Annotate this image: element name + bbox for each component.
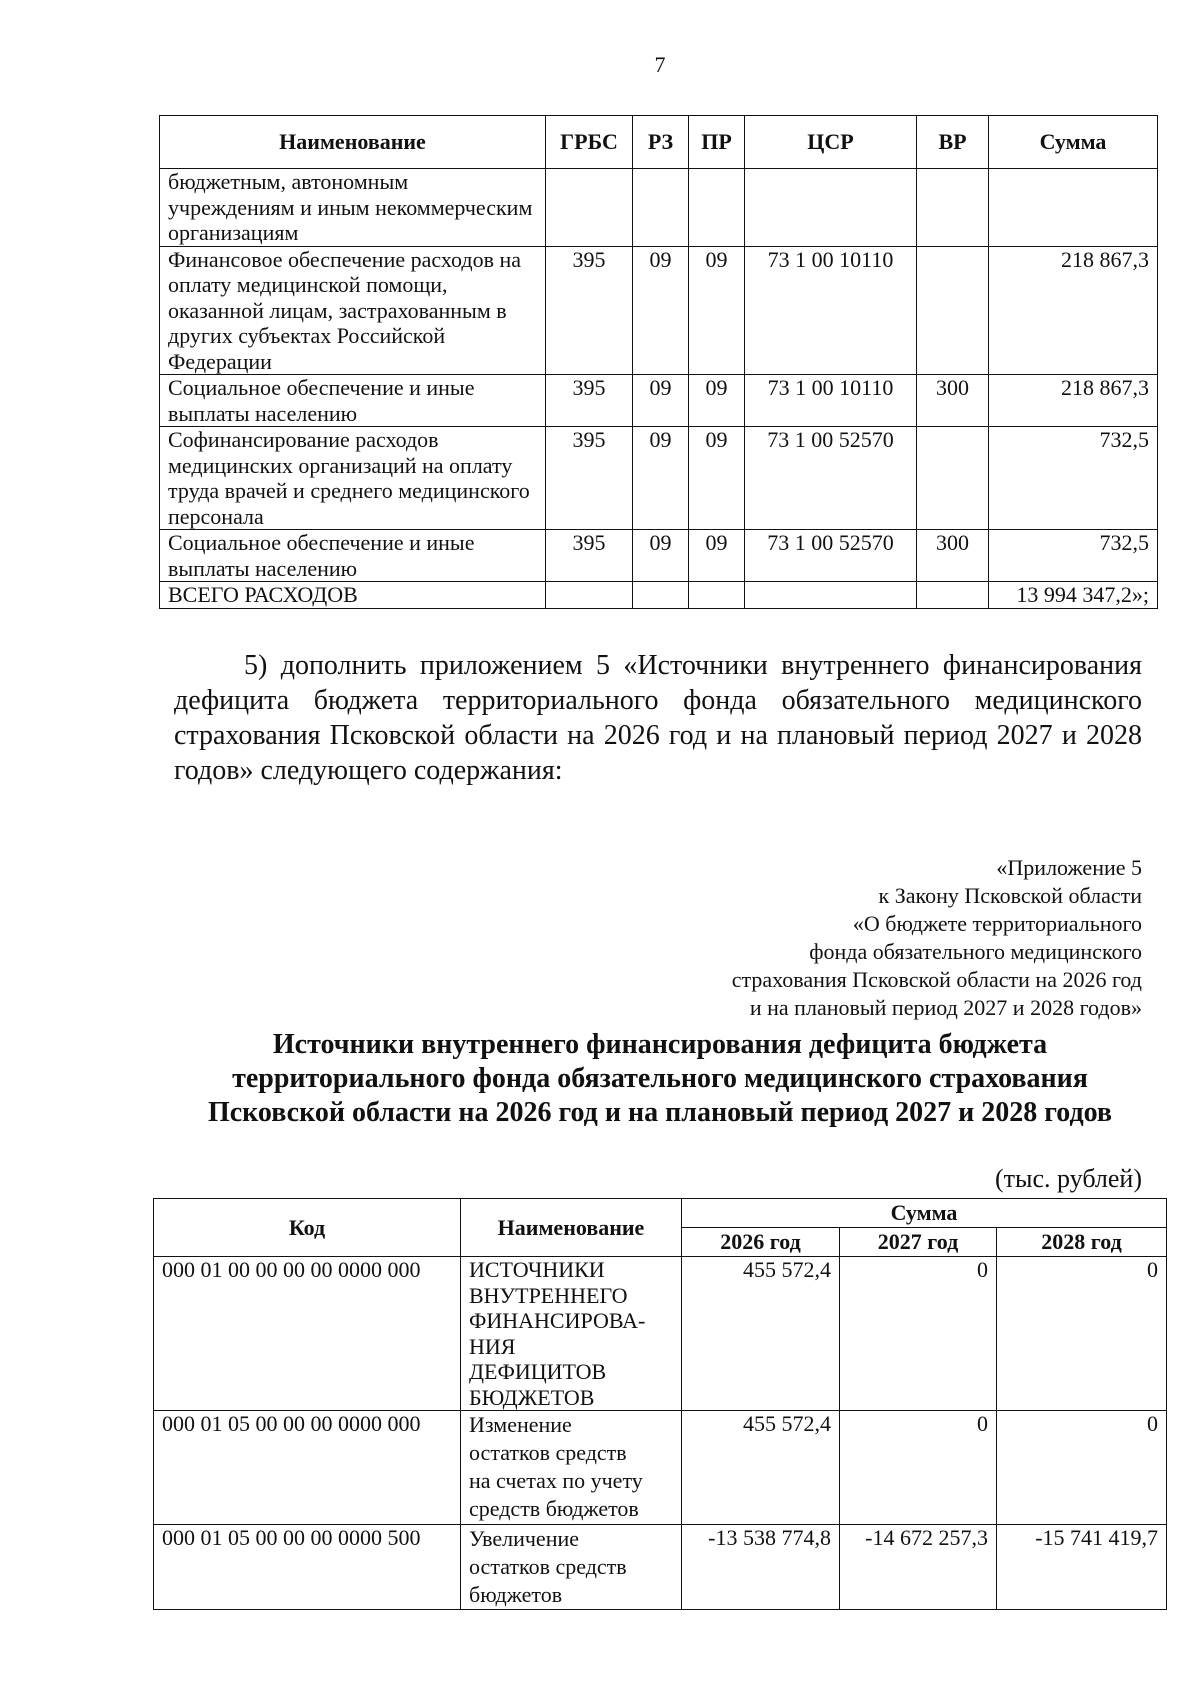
- row-grbs: 395: [546, 246, 633, 375]
- row-sum: 218 867,3: [989, 375, 1158, 427]
- row-2026: 455 572,4: [682, 1411, 840, 1525]
- row-csr: 73 1 00 52570: [745, 530, 917, 582]
- header-rz: РЗ: [633, 116, 689, 169]
- title-line: территориального фонда обязательного медицинского страхования: [232, 1063, 1088, 1094]
- page-number: 7: [654, 52, 666, 77]
- header-code: Код: [154, 1199, 461, 1257]
- table-row: [160, 169, 1158, 247]
- row-vr: [917, 169, 989, 247]
- row-2028: -15 741 419,7: [997, 1525, 1167, 1610]
- title-line: Источники внутреннего финансирования дефицита бюджета: [272, 1029, 1048, 1060]
- row-pr: 09: [689, 427, 745, 530]
- row-pr: 09: [689, 246, 745, 375]
- header-csr: ЦСР: [745, 116, 917, 169]
- row-name: ИСТОЧНИКИ ВНУТРЕННЕГО ФИНАНСИРОВА- НИЯ ДЕФИЦИТОВ БЮДЖЕТОВ: [461, 1257, 682, 1411]
- row-rz: 09: [633, 246, 689, 375]
- row-csr: 73 1 00 10110: [745, 246, 917, 375]
- row-grbs: [546, 169, 633, 247]
- row-code: 000 01 05 00 00 00 0000 500: [154, 1525, 461, 1610]
- row-code: 000 01 05 00 00 00 0000 000: [154, 1411, 461, 1525]
- row-vr: 300: [917, 530, 989, 582]
- row-sum: 218 867,3: [989, 246, 1158, 375]
- appendix-line: и на плановый период 2027 и 2028 годов»: [749, 995, 1142, 1020]
- table-header-row: [160, 116, 1158, 169]
- header-sum: Сумма: [682, 1199, 1167, 1228]
- table-row: [160, 427, 1158, 530]
- appendix-line: фонда обязательного медицинского: [809, 939, 1142, 964]
- row-vr: [917, 246, 989, 375]
- row-name: Изменение остатков средств на счетах по учету средств бюджетов: [461, 1411, 682, 1525]
- sources-table: [153, 1198, 1167, 1610]
- row-csr: 73 1 00 10110: [745, 375, 917, 427]
- row-2026: -13 538 774,8: [682, 1525, 840, 1610]
- header-name: Наименование: [160, 116, 546, 169]
- row-pr: 09: [689, 530, 745, 582]
- row-sum: 732,5: [989, 427, 1158, 530]
- row-vr: [917, 427, 989, 530]
- row-name: Финансовое обеспечение расходов на оплату медицинской помощи, оказанной лицам, застрахованным в других субъектах Российской Федерации: [160, 246, 546, 375]
- row-rz: 09: [633, 530, 689, 582]
- row-csr: [745, 582, 917, 609]
- row-grbs: 395: [546, 530, 633, 582]
- units-label: (тыс. рублей): [994, 1164, 1142, 1193]
- table-row: [160, 530, 1158, 582]
- table-total-row: [160, 582, 1158, 609]
- header-year-2026: 2026 год: [682, 1228, 840, 1257]
- row-pr: 09: [689, 375, 745, 427]
- table-row: [154, 1257, 1167, 1411]
- header-vr: ВР: [917, 116, 989, 169]
- amendment-paragraph: 5) дополнить приложением 5 «Источники внутреннего финансирования дефицита бюджета территориального фонда обязательного медицинского страхования Псковской области на 2026 год и на плановый период 2027 и 2028 годов» следующего содержания:: [174, 650, 1142, 786]
- row-sum: 13 994 347,2»;: [989, 582, 1158, 609]
- row-rz: 09: [633, 375, 689, 427]
- row-grbs: [546, 582, 633, 609]
- row-name: ВСЕГО РАСХОДОВ: [160, 582, 546, 609]
- header-grbs: ГРБС: [546, 116, 633, 169]
- row-name: Социальное обеспечение и иные выплаты населению: [160, 530, 546, 582]
- row-2028: 0: [997, 1257, 1167, 1411]
- row-2028: 0: [997, 1411, 1167, 1525]
- table-row: [160, 246, 1158, 375]
- row-vr: 300: [917, 375, 989, 427]
- row-grbs: 395: [546, 375, 633, 427]
- row-rz: [633, 582, 689, 609]
- row-csr: [745, 169, 917, 247]
- table-row: [154, 1525, 1167, 1610]
- row-name: Софинансирование расходов медицинских организаций на оплату труда врачей и среднего медицинского персонала: [160, 427, 546, 530]
- appendix-reference: [582, 854, 1142, 1022]
- row-2027: 0: [840, 1257, 997, 1411]
- row-vr: [917, 582, 989, 609]
- expenses-table: [159, 115, 1158, 609]
- row-name: бюджетным, автономным учреждениям и иным некоммерческим организациям: [160, 169, 546, 247]
- header-name: Наименование: [461, 1199, 682, 1257]
- row-2027: 0: [840, 1411, 997, 1525]
- table-header-row: [154, 1199, 1167, 1228]
- row-code: 000 01 00 00 00 00 0000 000: [154, 1257, 461, 1411]
- header-year-2027: 2027 год: [840, 1228, 997, 1257]
- row-pr: [689, 169, 745, 247]
- row-sum: 732,5: [989, 530, 1158, 582]
- appendix-line: к Закону Псковской области: [878, 883, 1142, 908]
- header-sum: Сумма: [989, 116, 1158, 169]
- row-rz: 09: [633, 427, 689, 530]
- appendix-line: страхования Псковской области на 2026 год: [731, 967, 1142, 992]
- row-grbs: 395: [546, 427, 633, 530]
- row-2026: 455 572,4: [682, 1257, 840, 1411]
- title-line: Псковской области на 2026 год и на плановый период 2027 и 2028 годов: [207, 1097, 1113, 1128]
- header-pr: ПР: [689, 116, 745, 169]
- appendix-line: «Приложение 5: [996, 855, 1142, 880]
- row-csr: 73 1 00 52570: [745, 427, 917, 530]
- table-row: [154, 1411, 1167, 1525]
- row-rz: [633, 169, 689, 247]
- row-sum: [989, 169, 1158, 247]
- row-name: Увеличение остатков средств бюджетов: [461, 1525, 682, 1610]
- appendix-line: «О бюджете территориального: [852, 911, 1142, 936]
- table-row: [160, 375, 1158, 427]
- header-year-2028: 2028 год: [997, 1228, 1167, 1257]
- section-title: [140, 1028, 1180, 1130]
- row-name: Социальное обеспечение и иные выплаты населению: [160, 375, 546, 427]
- row-pr: [689, 582, 745, 609]
- row-2027: -14 672 257,3: [840, 1525, 997, 1610]
